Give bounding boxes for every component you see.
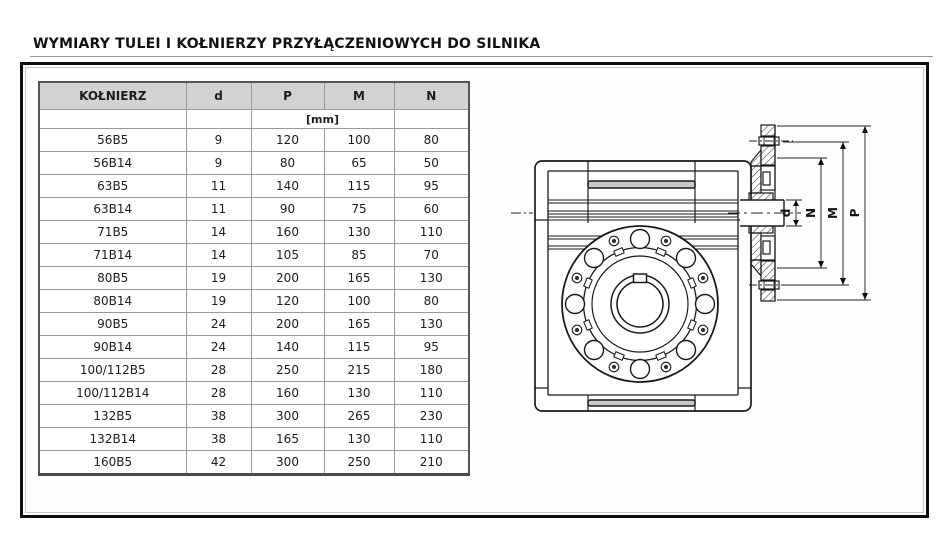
table-row — [39, 152, 469, 175]
table-cell: 80B5 — [39, 267, 186, 290]
col-header-d: d — [186, 82, 251, 110]
table-cell: 95 — [394, 336, 469, 359]
table-cell: 115 — [324, 175, 394, 198]
table-cell: 11 — [186, 175, 251, 198]
dimension-labels — [779, 207, 862, 219]
gearbox-technical-drawing — [503, 65, 923, 521]
table-cell: 132B5 — [39, 405, 186, 428]
keyway-slot — [634, 274, 647, 283]
table-cell: 140 — [251, 336, 324, 359]
table-cell: 100/112B5 — [39, 359, 186, 382]
table-cell: 56B5 — [39, 129, 186, 152]
table-cell: 300 — [251, 451, 324, 475]
table-cell: 90 — [251, 198, 324, 221]
dim-label-M: M — [826, 207, 840, 219]
col-header-m: M — [324, 82, 394, 110]
table-cell: 250 — [324, 451, 394, 475]
table-cell: 60 — [394, 198, 469, 221]
dim-label-d: d — [779, 208, 793, 218]
shaft-bore — [617, 281, 663, 327]
title-divider — [30, 56, 933, 57]
table-cell: 165 — [324, 267, 394, 290]
table-cell: 130 — [394, 313, 469, 336]
table-cell: 90B5 — [39, 313, 186, 336]
table-cell: 160 — [251, 221, 324, 244]
table-cell: 250 — [251, 359, 324, 382]
table-cell: 80 — [251, 152, 324, 175]
dimension-lines — [777, 126, 871, 300]
table-cell: 110 — [394, 428, 469, 451]
table-header-row — [39, 82, 469, 110]
table-row — [39, 198, 469, 221]
output-flange-circle — [562, 226, 718, 382]
table-cell: 95 — [394, 175, 469, 198]
table-cell: 160 — [251, 382, 324, 405]
table-cell: 63B14 — [39, 198, 186, 221]
table-cell: 28 — [186, 359, 251, 382]
table-cell: 42 — [186, 451, 251, 475]
table-cell: 9 — [186, 129, 251, 152]
table-cell: 132B14 — [39, 428, 186, 451]
table-cell: 300 — [251, 405, 324, 428]
table-cell: 100/112B14 — [39, 382, 186, 405]
table-cell: 200 — [251, 313, 324, 336]
flange-dimensions-table — [38, 81, 470, 476]
page-title: WYMIARY TULEI I KOŁNIERZY PRZYŁĄCZENIOWYCH DO SILNIKA — [33, 36, 541, 52]
table-cell: 110 — [394, 382, 469, 405]
table-cell: 90B14 — [39, 336, 186, 359]
table-row — [39, 313, 469, 336]
table-cell: 200 — [251, 267, 324, 290]
table-cell: 130 — [324, 428, 394, 451]
table-cell: 19 — [186, 267, 251, 290]
table-cell: 14 — [186, 221, 251, 244]
table-cell: 85 — [324, 244, 394, 267]
table-row — [39, 129, 469, 152]
table-cell: 120 — [251, 129, 324, 152]
table-row — [39, 221, 469, 244]
table-cell: 38 — [186, 405, 251, 428]
table-row — [39, 244, 469, 267]
table-cell — [186, 110, 251, 129]
table-cell: 140 — [251, 175, 324, 198]
unit-row — [39, 110, 469, 129]
table-cell: 210 — [394, 451, 469, 475]
dim-label-P: P — [848, 208, 862, 218]
table-cell: 215 — [324, 359, 394, 382]
table-cell: 14 — [186, 244, 251, 267]
table-cell: 71B5 — [39, 221, 186, 244]
table-cell: 120 — [251, 290, 324, 313]
table-cell: 65 — [324, 152, 394, 175]
table-row — [39, 336, 469, 359]
table-cell: 24 — [186, 336, 251, 359]
table-cell: 28 — [186, 382, 251, 405]
top-slot — [588, 181, 695, 188]
table-row — [39, 451, 469, 475]
table-cell: 130 — [324, 221, 394, 244]
unit-label-cell: [mm] — [251, 110, 394, 129]
table-row — [39, 175, 469, 198]
table-cell: 100 — [324, 129, 394, 152]
bottom-slot — [588, 400, 695, 406]
table-cell: 50 — [394, 152, 469, 175]
table-cell: 38 — [186, 428, 251, 451]
col-header-p: P — [251, 82, 324, 110]
table-cell: 100 — [324, 290, 394, 313]
table-cell: 105 — [251, 244, 324, 267]
table-cell: 9 — [186, 152, 251, 175]
table-cell: 63B5 — [39, 175, 186, 198]
table-cell: 19 — [186, 290, 251, 313]
table-cell: 110 — [394, 221, 469, 244]
table-cell: 180 — [394, 359, 469, 382]
table-cell: 115 — [324, 336, 394, 359]
table-cell: 71B14 — [39, 244, 186, 267]
table-cell — [394, 110, 469, 129]
table-cell: 165 — [251, 428, 324, 451]
col-header-kolnierz: KOŁNIERZ — [39, 82, 186, 110]
table-row — [39, 405, 469, 428]
table-cell: 130 — [394, 267, 469, 290]
content-panel — [20, 62, 929, 518]
table-cell: 165 — [324, 313, 394, 336]
table-cell: 56B14 — [39, 152, 186, 175]
table-cell — [39, 110, 186, 129]
table-cell: 80 — [394, 129, 469, 152]
table-cell: 265 — [324, 405, 394, 428]
table-row — [39, 267, 469, 290]
table-cell: 80 — [394, 290, 469, 313]
table-cell: 70 — [394, 244, 469, 267]
col-header-n: N — [394, 82, 469, 110]
table-row — [39, 290, 469, 313]
table-row — [39, 428, 469, 451]
table-cell: 11 — [186, 198, 251, 221]
table-cell: 160B5 — [39, 451, 186, 475]
dim-label-N: N — [804, 207, 818, 219]
table-cell: 80B14 — [39, 290, 186, 313]
gearbox-front-view — [535, 161, 751, 411]
table-row — [39, 382, 469, 405]
table-cell: 130 — [324, 382, 394, 405]
table-cell: 24 — [186, 313, 251, 336]
table-row — [39, 359, 469, 382]
table-cell: 230 — [394, 405, 469, 428]
table-cell: 75 — [324, 198, 394, 221]
